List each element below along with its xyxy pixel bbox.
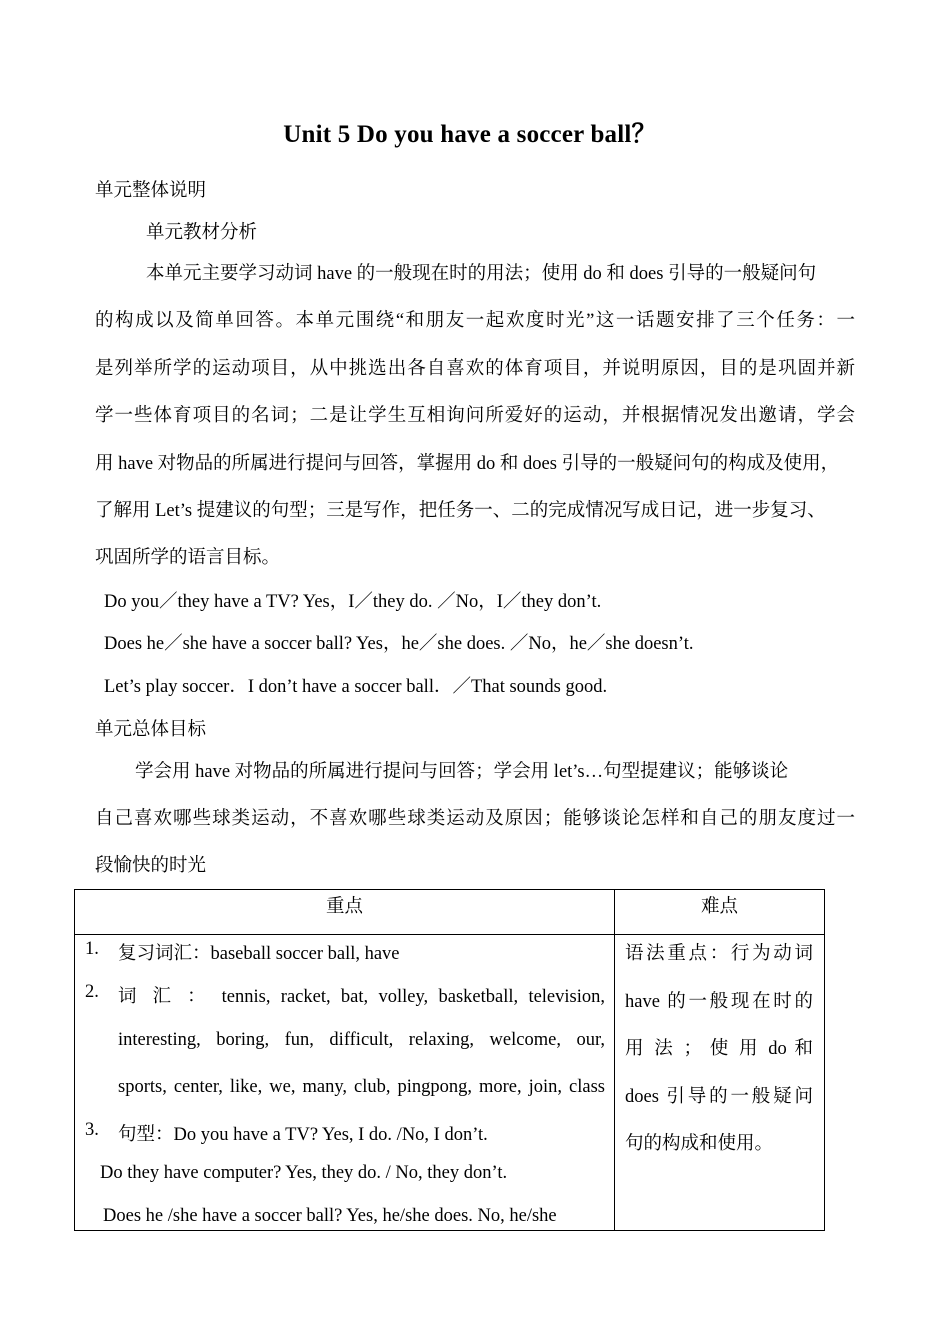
- paragraph-line: 是列举所学的运动项目，从中挑选出各自喜欢的体育项目，并说明原因，目的是巩固并新: [95, 359, 855, 379]
- sentence-pattern-line: Does he /she have a soccer ball? Yes, he/she does. No, he/she: [103, 1206, 557, 1226]
- subsection-heading-analysis: 单元教材分析: [146, 223, 258, 243]
- example-sentence: Does he／she have a soccer ball? Yes，he／she does. ／No，he／she doesn’t.: [104, 634, 694, 654]
- list-item: 句型：Do you have a TV? Yes, I do. /No, I don’t.: [118, 1125, 488, 1145]
- key-difficult-table: [74, 889, 825, 1231]
- section-heading-goals: 单元总体目标: [95, 720, 207, 740]
- document-title: Unit 5 Do you have a soccer ball？: [283, 121, 657, 148]
- key-points-cell: [75, 935, 615, 1231]
- list-number: 1.: [85, 939, 99, 959]
- paragraph-line: 学一些体育项目的名词；二是让学生互相询问所爱好的运动，并根据情况发出邀请，学会: [95, 406, 855, 426]
- table-header-difficult-points: 难点: [615, 890, 825, 935]
- paragraph-line: 的构成以及简单回答。本单元围绕“和朋友一起欢度时光”这一话题安排了三个任务：一: [95, 311, 855, 331]
- difficult-line: have 的一般现在时的: [625, 992, 813, 1012]
- example-sentence: Do you／they have a TV? Yes，I／they do. ／No，I／they don’t.: [104, 592, 602, 612]
- list-number: 2.: [85, 982, 99, 1002]
- paragraph-line: 学会用 have 对物品的所属进行提问与回答；学会用 let’s…句型提建议；能够谈论: [135, 762, 789, 782]
- difficult-points-cell: [615, 935, 825, 1231]
- paragraph-line: 本单元主要学习动词 have 的一般现在时的用法；使用 do 和 does 引导的一般疑问句: [146, 264, 817, 284]
- paragraph-line: 巩固所学的语言目标。: [95, 548, 281, 568]
- list-item-continuation: interesting, boring, fun, difficult, relaxing, welcome, our,: [118, 1030, 605, 1050]
- paragraph-line: 用 have 对物品的所属进行提问与回答，掌握用 do 和 does 引导的一般疑问句的构成及使用，: [95, 454, 840, 474]
- difficult-line: 语法重点：行为动词: [625, 944, 813, 964]
- example-sentence: Let’s play soccer．I don’t have a soccer ball．／That sounds good.: [104, 677, 608, 697]
- list-number: 3.: [85, 1120, 99, 1140]
- difficult-line: does 引导的一般疑问: [625, 1087, 813, 1107]
- list-item: 词 汇 ： tennis, racket, bat, volley, basketball, television,: [118, 987, 605, 1007]
- sentence-pattern-line: Do they have computer? Yes, they do. / No, they don’t.: [100, 1163, 508, 1183]
- section-heading-overview: 单元整体说明: [95, 181, 207, 201]
- table-header-key-points: 重点: [75, 890, 615, 935]
- paragraph-line: 段愉快的时光: [95, 856, 207, 876]
- paragraph-line: 了解用 Let’s 提建议的句型；三是写作，把任务一、二的完成情况写成日记，进一步复习、: [95, 501, 826, 521]
- list-item: 复习词汇：baseball soccer ball, have: [118, 944, 400, 964]
- list-item-continuation: sports, center, like, we, many, club, pingpong, more, join, class: [118, 1077, 605, 1097]
- paragraph-line: 自己喜欢哪些球类运动，不喜欢哪些球类运动及原因；能够谈论怎样和自己的朋友度过一: [95, 809, 855, 829]
- difficult-line: 用 法 ； 使 用 do 和: [625, 1039, 813, 1059]
- difficult-line: 句的构成和使用。: [625, 1134, 774, 1154]
